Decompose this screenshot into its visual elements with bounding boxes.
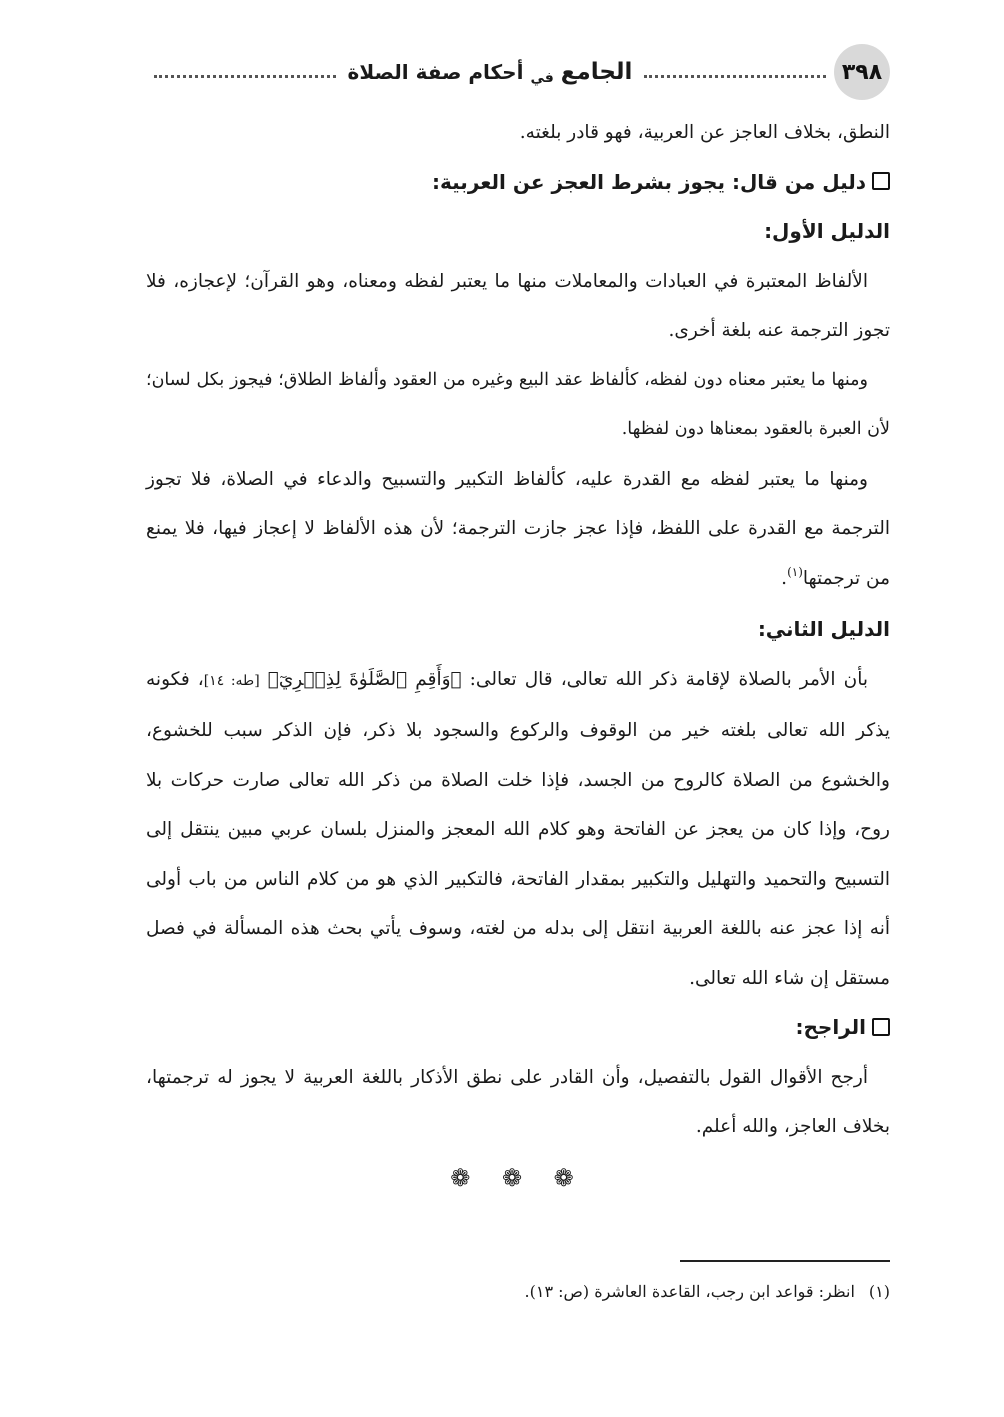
title-part-2: في (530, 70, 554, 86)
verse-reference: [طه: ١٤] (203, 672, 260, 689)
opening-line: النطق، بخلاف العاجز عن العربية، فهو قادر بلغته. (519, 122, 890, 143)
header-dotted-line-left (154, 75, 336, 78)
paragraph-5: أرجح الأقوال القول بالتفصيل، وأن القادر على نطق الأذكار باللغة العربية لا يجوز له ترجمتها، بخلاف العاجز، والله أعلم. (146, 1066, 890, 1137)
page-header (146, 44, 890, 100)
evidence-heading-text: دليل من قال: يجوز بشرط العجز عن العربية: (432, 169, 866, 194)
preferred-heading (146, 1003, 890, 1053)
paragraph-4-rest: ، فكونه يذكر الله تعالى بلغته خير من الوقوف والركوع والسجود بلا ذكر، فإن الذكر سبب للخشوع، والخشوع من الصلاة كالروح من الجسد، فإذا خلت الصلاة من ذكر الله تعالى صارت حركات بلا روح، وإذا كان من يعجز عن الفاتحة وهو كلام الله المعجز والمنزل بلسان عربي مبين ينتقل إلى التسبيح والتحميد والتهليل والتكبير بمقدار الفاتحة، فالتكبير الذي هو من كلام الناس من باب أولى أنه إذا عجز عنه باللغة العربية انتقل إلى بدله من لغته، وسوف يأتي بحث هذه المسألة في فصل مستقل إن شاء الله تعالى. (146, 668, 890, 989)
footnote-marker: (١) (787, 564, 803, 579)
title-part-3: أحكام صفة الصلاة (347, 60, 524, 84)
section-end-ornament: ❁ ❁ ❁ (450, 1163, 586, 1192)
evidence-heading (146, 158, 890, 208)
footnote-number: (١) (868, 1282, 890, 1301)
paragraph-3-text: ومنها ما يعتبر لفظه مع القدرة عليه، كألفاظ التكبير والتسبيح والدعاء في الصلاة، فلا تجوز الترجمة مع القدرة على اللفظ، فإذا عجز جازت الترجمة؛ لأن هذه الألفاظ لا إعجاز فيها، فلا يمنع من ترجمتها (146, 468, 890, 589)
page-number: ٣٩٨ (834, 44, 890, 100)
second-evidence-heading: الدليل الثاني: (757, 617, 890, 641)
square-bullet-icon (872, 172, 890, 190)
paragraph-4-start: بأن الأمر بالصلاة لإقامة ذكر الله تعالى، قال تعالى: (461, 668, 868, 690)
paragraph-3 (146, 455, 890, 606)
first-evidence-heading: الدليل الأول: (764, 219, 890, 243)
square-bullet-icon (872, 1018, 890, 1036)
page-body (146, 108, 890, 1198)
footnote-separator (680, 1260, 890, 1262)
paragraph-2: ومنها ما يعتبر معناه دون لفظه، كألفاظ عقد البيع وغيره من العقود وألفاظ الطلاق؛ فيجوز بكل لسان؛ لأن العبرة بالعقود بمعناها دون لفظها. (146, 369, 890, 439)
title-part-1: الجامع (560, 59, 633, 85)
footnote (146, 1278, 890, 1306)
paragraph-1: الألفاظ المعتبرة في العبادات والمعاملات منها ما يعتبر لفظه ومعناه، وهو القرآن؛ لإعجازه، فلا تجوز الترجمة عنه بلغة أخرى. (146, 270, 890, 341)
running-title (344, 59, 637, 85)
footnote-text: انظر: قواعد ابن رجب، القاعدة العاشرة (ص: ١٣). (524, 1282, 855, 1301)
preferred-heading-text: الراجح: (795, 1015, 866, 1039)
header-dotted-line (644, 75, 826, 78)
quran-verse: ﴿وَأَقِمِ ٱلصَّلَوٰةَ لِذِكۡرِيٓ﴾ (267, 668, 462, 690)
paragraph-3-end: . (781, 567, 788, 589)
paragraph-4 (146, 655, 890, 1004)
